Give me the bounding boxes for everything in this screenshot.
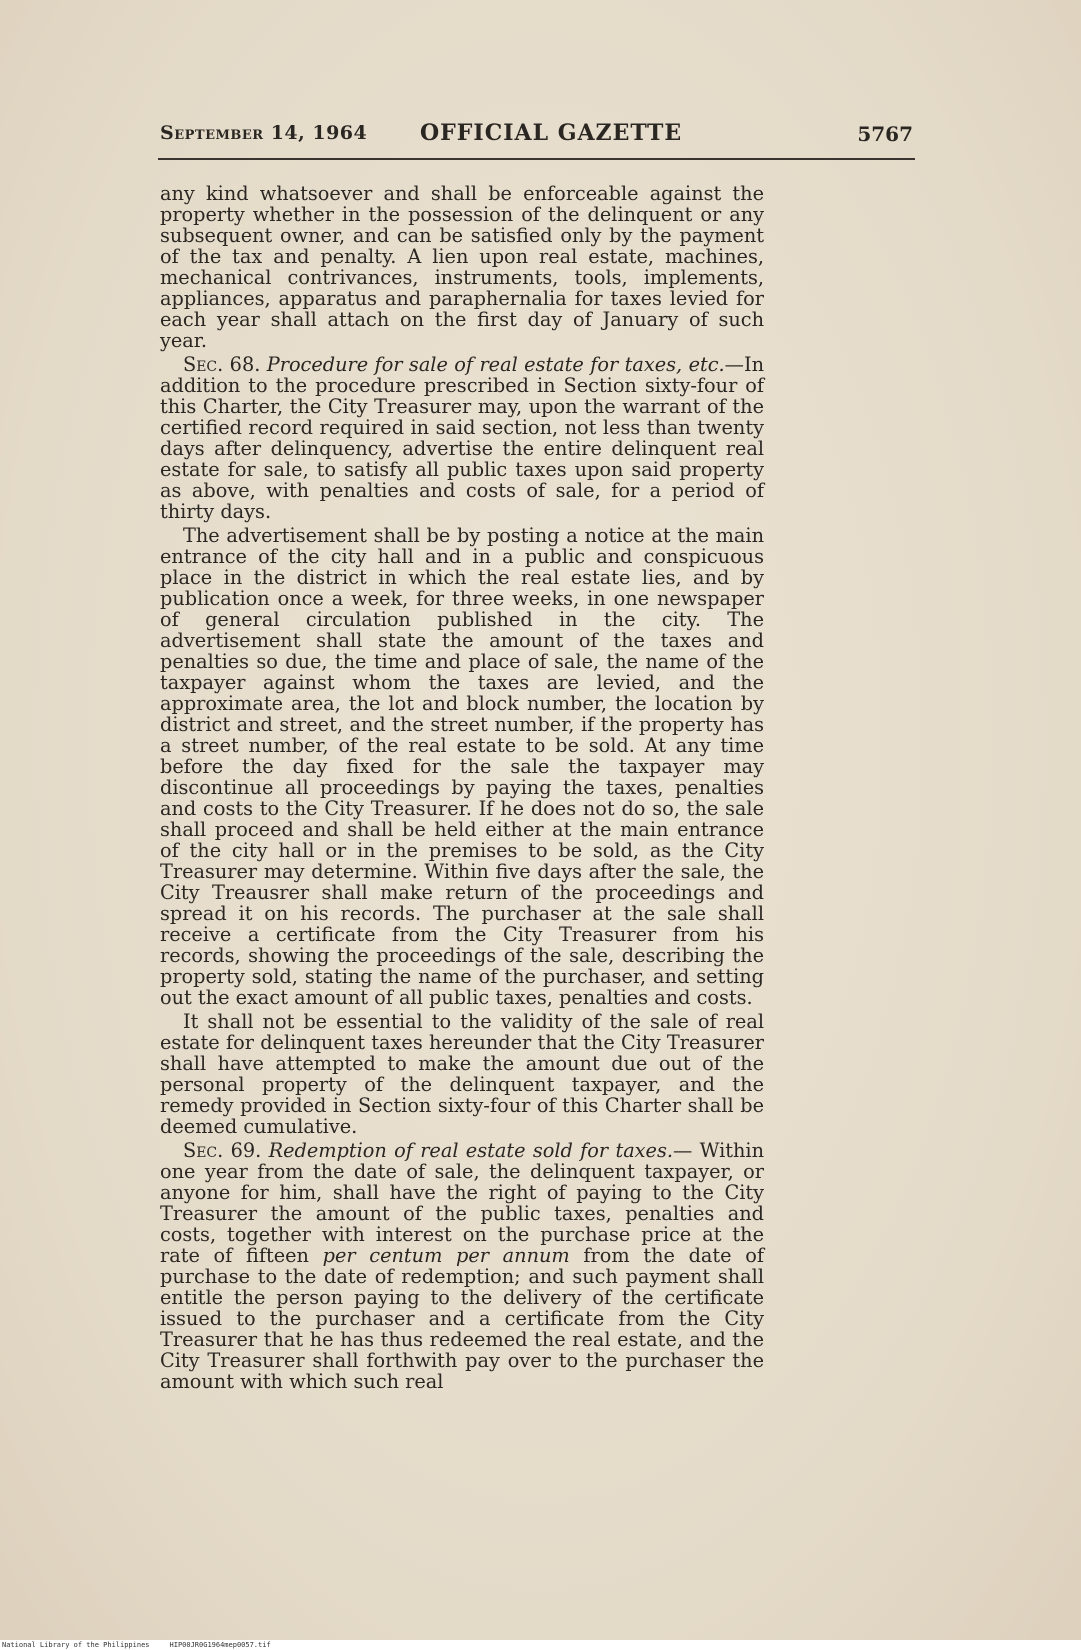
paragraph-validity: It shall not be essential to the validity of the sale of real estate for delinquent taxes hereunder that the City Treasurer shall have attempted to make the amount due out of the personal property of the delinquent taxpayer, and the remedy provided in Section sixty-four of this Charter shall be deemed cumulative. [160, 1010, 764, 1138]
section-69-text-b: from the date of purchase to the date of redemption; and such payment shall entitle the person paying to the delivery of the certificate issued to the purchaser and a certificate from the City Treasurer that he has thus redeemed the real estate, and the City Treasurer shall forthwith pay over to the purchaser the amount with which such real [160, 1244, 764, 1393]
header-page-number: 5767 [857, 122, 913, 146]
header-title: OFFICIAL GAZETTE [420, 120, 683, 146]
section-68 [160, 354, 764, 522]
running-header [160, 122, 913, 152]
paragraph-advertisement: The advertisement shall be by posting a notice at the main entrance of the city hall and in a public and conspicuous place in the district in which the real estate lies, and by publication once a week, for three weeks, in one newspaper of general circulation published in the city. The advertisement shall state the amount of the taxes and penalties so due, the time and place of sale, the name of the taxpayer against whom the taxes are levied, and the approximate area, the lot and block number, the location by district and street, and the street number, if the property has a street number, of the real estate to be sold. At any time before the day fixed for the sale the taxpayer may discontinue all proceedings by paying the taxes, penalties and costs to the City Treasurer. If he does not do so, the sale shall proceed and shall be held either at the main entrance of the city hall or in the premises to be sold, as the City Treasurer may determine. Within five days after the sale, the City Treausrer shall make return of the proceedings and spread it on his records. The purchaser at the sale shall receive a certificate from the City Treasurer from his records, showing the proceedings of the sale, describing the property sold, stating the name of the purchaser, and setting out the exact amount of all public taxes, penalties and costs. [160, 524, 764, 1009]
section-69-label: Sec. 69. [183, 1139, 262, 1162]
section-69-text-a: — Within one year from the date of sale, the delinquent taxpayer, or anyone for him, shall have the right of paying to the City Treasurer the amount of the public taxes, penalties and costs, together with interest on the purchase price at the rate of fifteen [160, 1139, 764, 1267]
header-date: September 14, 1964 [160, 122, 368, 144]
paragraph-continuation: any kind whatsoever and shall be enforceable against the property whether in the possession of the delinquent or any subsequent owner, and can be satisfied only by the payment of the tax and penalty. A lien upon real estate, machines, mechanical contrivances, instruments, tools, implements, appliances, apparatus and paraphernalia for taxes levied for each year shall attach on the first day of January of such year. [160, 182, 764, 352]
footer-file: HIP00JR0G1964mep0057.tif [169, 1641, 271, 1649]
body-text [160, 183, 764, 1395]
section-69-latin-phrase: per centum per annum [322, 1244, 570, 1267]
scan-footer [0, 1640, 1081, 1650]
section-69 [160, 1140, 764, 1392]
section-68-label: Sec. 68. [183, 353, 261, 376]
section-68-heading: Procedure for sale of real estate for taxes, etc. [266, 353, 725, 376]
footer-source: National Library of the Philippines [2, 1641, 150, 1649]
header-rule [158, 158, 915, 160]
section-68-text: —In addition to the procedure prescribed in Section sixty-four of this Charter, the City Treasurer may, upon the warrant of the certified record required in said section, not less than twenty days after delinquency, advertise the entire delinquent real estate for sale, to satisfy all public taxes upon said property as above, with penalties and costs of sale, for a period of thirty days. [160, 353, 764, 523]
section-69-heading: Redemption of real estate sold for taxes. [268, 1139, 673, 1162]
